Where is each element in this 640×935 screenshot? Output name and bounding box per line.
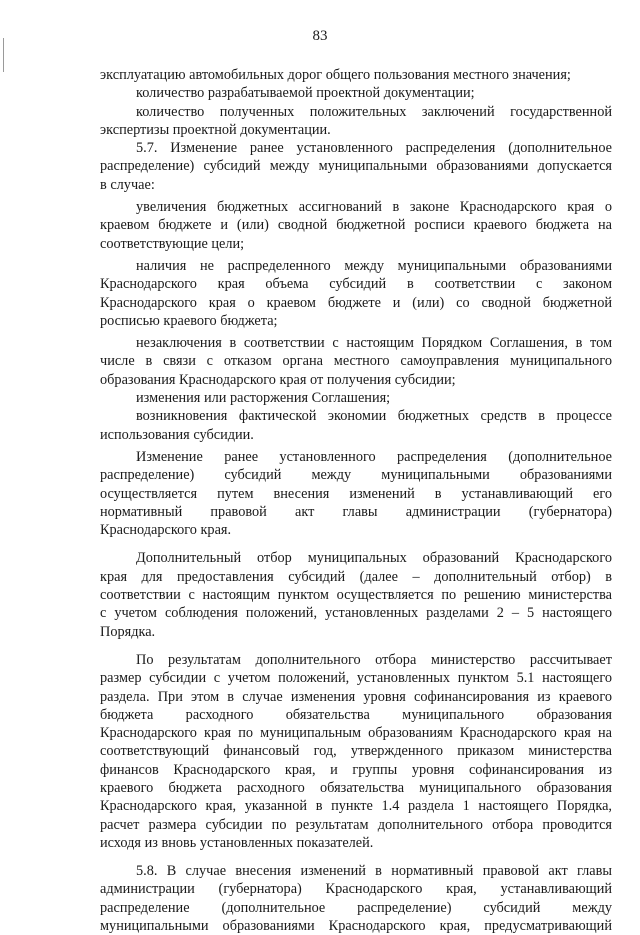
text-line: соответствии с настоящим пунктом осуществляется по решению министерства	[100, 587, 612, 604]
text-line: финансов Краснодарского края, и группы уровня софинансирования из	[100, 761, 612, 778]
text-line: изменения или расторжения Соглашения;	[136, 390, 391, 407]
text-line: 5.7. Изменение ранее установленного распределения (дополнительное	[136, 140, 612, 157]
text-line: количество полученных положительных заключений государственной	[136, 103, 612, 120]
text-line: Краснодарского края.	[100, 522, 232, 539]
text-line: муниципальными образованиями Краснодарского края, предусматривающий	[100, 918, 612, 935]
text-line: осуществляется путем внесения изменений в устанавливающий его	[100, 485, 612, 502]
text-line: распределение) субсидий между муниципальными образованиями допускается	[100, 158, 612, 175]
text-line: Краснодарского края о краевом бюджете и (или) со сводной бюджетной	[100, 294, 612, 311]
text-line: росписью краевого бюджета;	[100, 312, 278, 329]
text-line: соответствующие цели;	[100, 235, 245, 252]
text-line: Дополнительный отбор муниципальных образований Краснодарского	[136, 550, 612, 567]
paragraph-gap	[100, 539, 612, 549]
text-line: бюджета расходного обязательства муниципального образования	[100, 706, 612, 723]
text-line: размер субсидии с учетом положений, установленных пунктом 5.1 настоящего	[100, 670, 612, 687]
text-line: администрации (губернатора) Краснодарского края, устанавливающий	[100, 881, 612, 898]
text-line: края для предоставления субсидий (далее – дополнительный отбор) в	[100, 568, 612, 585]
text-line: Краснодарского края по муниципальным образованиям Краснодарского края на	[100, 725, 612, 742]
paragraph-gap	[100, 641, 612, 651]
text-line: соответствующий финансовый год, утвержденного приказом министерства	[100, 743, 612, 760]
page-number: 83	[312, 28, 328, 44]
text-line: По результатам дополнительного отбора министерство рассчитывает	[136, 651, 612, 668]
text-line: Краснодарского края объема субсидий в соответствии с законом	[100, 276, 612, 293]
text-line: числе в связи с отказом органа местного самоуправления муниципального	[100, 353, 612, 370]
text-line: наличия не распределенного между муниципальными образованиями	[136, 257, 612, 274]
text-line: в случае:	[100, 176, 155, 193]
text-line: 5.8. В случае внесения изменений в нормативный правовой акт главы	[136, 863, 612, 880]
text-line: увеличения бюджетных ассигнований в законе Краснодарского края о	[136, 199, 612, 216]
text-line: нормативный правовой акт главы администрации (губернатора)	[100, 503, 612, 520]
text-line: образования Краснодарского края от получения субсидии;	[100, 371, 456, 388]
text-line: распределение (дополнительное распределение) субсидий между	[100, 899, 612, 916]
text-line: экспертизы проектной документации.	[100, 121, 331, 138]
text-line: распределение) субсидий между муниципальными образованиями	[100, 467, 612, 484]
text-line: Краснодарского края, указанной в пункте 1.4 раздела 1 настоящего Порядка,	[100, 798, 612, 815]
text-line: раздела. При этом в случае изменения уровня софинансирования из краевого	[100, 688, 612, 705]
text-line: краевого бюджета расходного обязательства муниципального образования	[100, 779, 612, 796]
text-line: исходя из вновь установленных показателей.	[100, 834, 374, 851]
text-line: расчет размера субсидии по результатам дополнительного отбора проводится	[100, 816, 612, 833]
text-line: незаключения в соответствии с настоящим Порядком Соглашения, в том	[136, 335, 612, 352]
text-line: с учетом соблюдения положений, установленных разделами 2 – 5 настоящего	[100, 605, 612, 622]
paragraph-gap	[100, 852, 612, 862]
text-line: Порядка.	[100, 623, 156, 640]
text-line: количество разрабатываемой проектной документации;	[136, 85, 475, 102]
text-line: краевом бюджете и (или) сводной бюджетной росписи краевого бюджета на	[100, 217, 612, 234]
text-line: Изменение ранее установленного распределения (дополнительное	[136, 448, 612, 465]
document-body	[100, 66, 612, 935]
text-line: эксплуатацию автомобильных дорог общего пользования местного значения;	[100, 67, 571, 83]
text-line: использования субсидии.	[100, 426, 254, 443]
text-line: возникновения фактической экономии бюджетных средств в процессе	[136, 408, 612, 425]
